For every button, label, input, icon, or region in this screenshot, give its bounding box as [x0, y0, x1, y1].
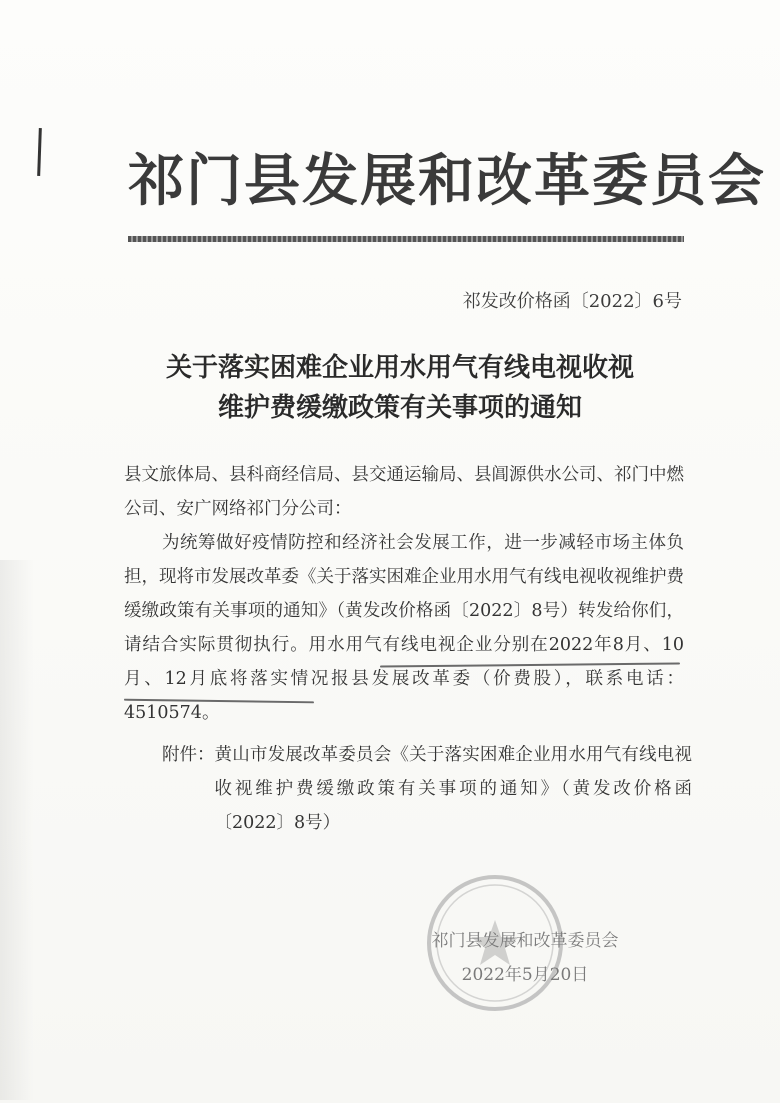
signature-block	[400, 924, 650, 992]
title-line-1: 关于落实困难企业用水用气有线电视收视	[165, 353, 634, 383]
title-line-2: 维护费缓缴政策有关事项的通知	[217, 393, 582, 423]
document-title	[100, 348, 700, 428]
attachment-block	[162, 738, 692, 840]
scan-mark	[37, 128, 42, 176]
signature-date: 2022年5月20日	[461, 965, 589, 985]
signature-org: 祁门县发展和改革委员会	[431, 931, 619, 951]
organization-header: 祁门县发展和改革委员会	[128, 148, 766, 214]
document-number: 祁发改价格函〔2022〕6号	[462, 291, 682, 312]
attachment-label: 附件：	[162, 745, 215, 765]
header-rule	[128, 236, 684, 242]
addressee: 县文旅体局、县科商经信局、县交通运输局、县阊源供水公司、祁门中燃公司、安广网络祁门分公司：	[124, 465, 684, 519]
attachment-text: 黄山市发展改革委员会《关于落实困难企业用水用气有线电视收视维护费缓缴政策有关事项的通知》（黄发改价格函〔2022〕8号）	[214, 745, 692, 833]
body-paragraph: 为统筹做好疫情防控和经济社会发展工作，进一步减轻市场主体负担，现将市发展改革委《关于落实困难企业用水用气有线电视收视维护费缓缴政策有关事项的通知》（黄发改价格函〔2022〕8号）转发给你们，请结合实际贯彻执行。用水用气有线电视企业分别在2022年8月、10月、12月底将落实情况报县发展改革委（价费股），联系电话：4510574。	[124, 533, 684, 723]
fold-shadow	[0, 560, 34, 1100]
